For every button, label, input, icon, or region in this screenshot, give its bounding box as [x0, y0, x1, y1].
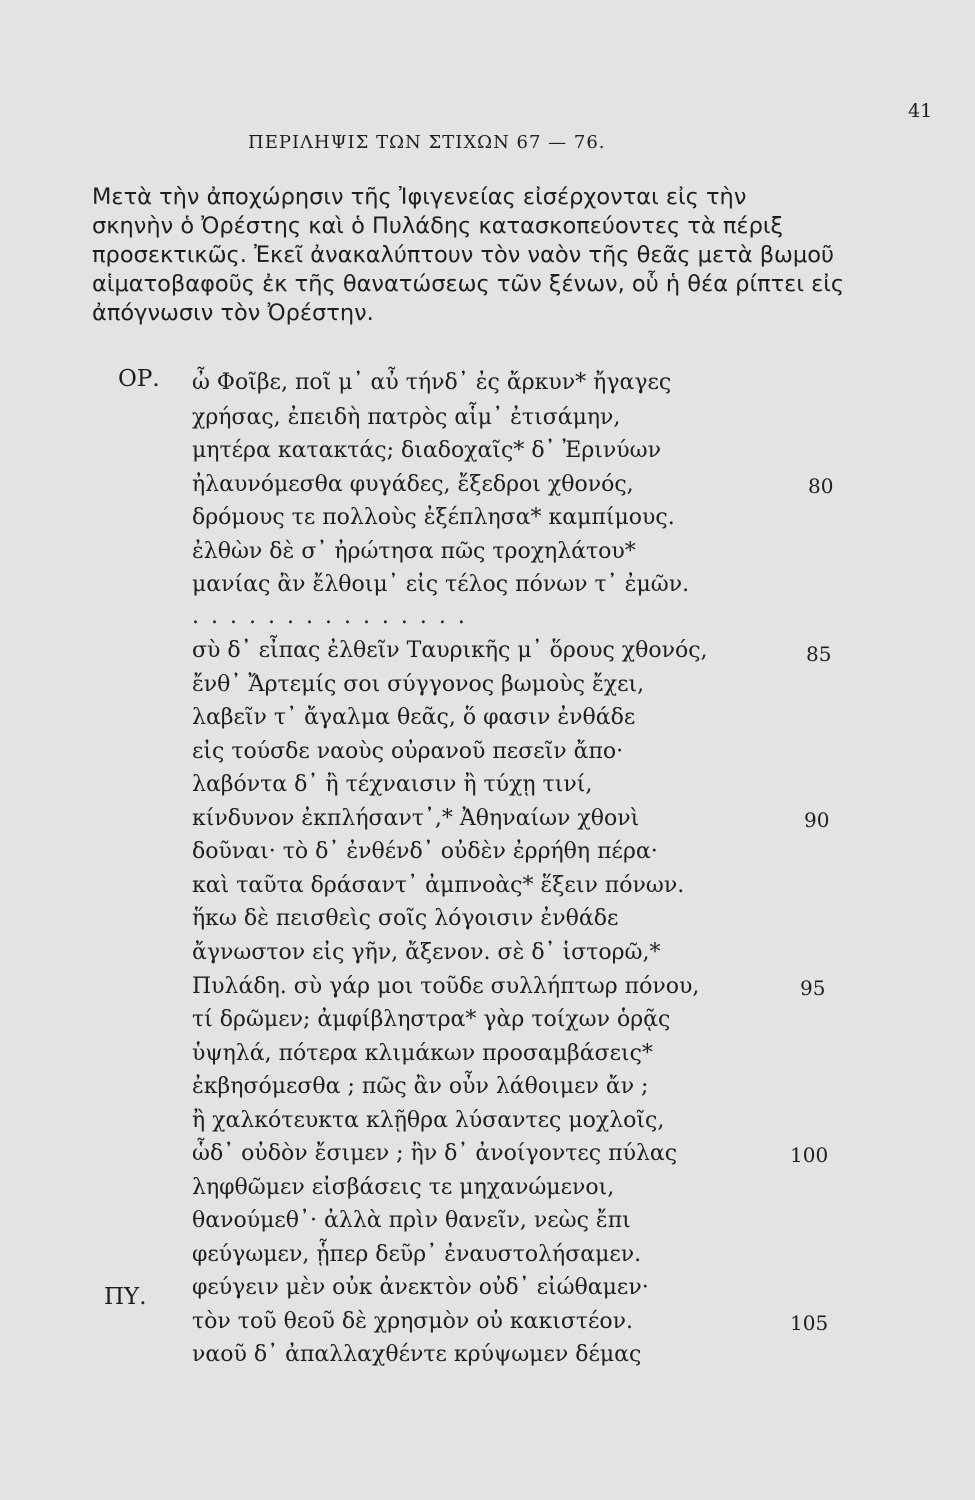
verse-line: ὑψηλά, πότερα κλιμάκων προσαμβάσεις* [192, 1041, 653, 1066]
verse-line: χρήσας, ἐπειδὴ πατρὸς αἷμ᾽ ἐτισάμην, [192, 405, 621, 430]
intro-paragraph [92, 183, 845, 328]
verse-line: δοῦναι· τὸ δ᾽ ἐνθένδ᾽ οὐδὲν ἐρρήθη πέρα· [192, 839, 658, 864]
verse-line: θανούμεθ᾽· ἀλλὰ πρὶν θανεῖν, νεὼς ἔπι [192, 1208, 631, 1233]
speaker-orestes: ΟΡ. [118, 366, 160, 392]
verse-line: τί δρῶμεν; ἀμφίβληστρα* γὰρ τοίχων ὁρᾷς [192, 1007, 671, 1032]
omission-dots: ............... [192, 604, 477, 629]
intro-line: ἀπόγνωσιν τὸν Ὀρέστην. [92, 300, 374, 326]
verse-line: μανίας ἂν ἔλθοιμ᾽ εἰς τέλος πόνων τ᾽ ἐμῶν. [192, 572, 690, 597]
verse-line: κίνδυνον ἐκπλήσαντ᾽,* Ἀθηναίων χθονὶ [192, 806, 640, 831]
verse-line: εἰς τούσδε ναοὺς οὐρανοῦ πεσεῖν ἄπο· [192, 739, 624, 764]
verse-line: ἐκβησόμεσθα ; πῶς ἂν οὖν λάθοιμεν ἄν ; [192, 1074, 649, 1099]
page-number: 41 [908, 100, 933, 122]
running-head: ΠΕΡΙΛΗΨΙΣ ΤΩΝ ΣΤΙΧΩΝ 67 — 76. [248, 132, 606, 153]
verse-line: ναοῦ δ᾽ ἀπαλλαχθέντε κρύψωμεν δέμας [192, 1342, 642, 1367]
verse-line: μητέρα κατακτάς; διαδοχαῖς* δ᾽ Ἐρινύων [192, 438, 661, 463]
intro-line: αἱματοβαφοῦς ἐκ τῆς θανατώσεως τῶν ξένων, οὗ ἡ θέα ρίπτει εἰς [92, 271, 845, 297]
verse-line: ὧδ᾽ οὐδὸν ἔσιμεν ; ἢν δ᾽ ἀνοίγοντες πύλας [192, 1141, 678, 1166]
line-number: 90 [804, 808, 830, 832]
verse-line: λαβεῖν τ᾽ ἄγαλμα θεᾶς, ὅ φασιν ἐνθάδε [192, 705, 636, 730]
verse-line: Πυλάδη. σὺ γάρ μοι τοῦδε συλλήπτωρ πόνου, [192, 974, 700, 999]
verse-line: ἢ χαλκότευκτα κλῇθρα λύσαντες μοχλοῖς, [192, 1108, 665, 1133]
verse-line: καὶ ταῦτα δράσαντ᾽ ἀμπνοὰς* ἕξειν πόνων. [192, 873, 685, 898]
verse-line: φεύγωμεν, ᾗπερ δεῦρ᾽ ἐναυστολήσαμεν. [192, 1242, 642, 1267]
verse-line: ἔνθ᾽ Ἄρτεμίς σοι σύγγονος βωμοὺς ἔχει, [192, 672, 645, 697]
speaker-pylades: ΠΥ. [104, 1284, 147, 1310]
line-number: 95 [800, 976, 826, 1000]
intro-line: Μετὰ τὴν ἀποχώρησιν τῆς Ἰφιγενείας εἰσέρχονται εἰς τὴν [92, 184, 747, 210]
verse-line: λαβόντα δ᾽ ἢ τέχναισιν ἢ τύχῃ τινί, [192, 772, 593, 797]
verse-line: φεύγειν μὲν οὐκ ἀνεκτὸν οὐδ᾽ εἰώθαμεν· [192, 1275, 649, 1300]
line-number: 105 [790, 1311, 829, 1335]
verse-line: ληφθῶμεν εἰσβάσεις τε μηχανώμενοι, [192, 1175, 615, 1200]
verse-line: ἄγνωστον εἰς γῆν, ἄξενον. σὲ δ᾽ ἱστορῶ,* [192, 940, 661, 965]
verse-line: τὸν τοῦ θεοῦ δὲ χρησμὸν οὐ κακιστέον. [192, 1309, 634, 1334]
line-number: 80 [808, 474, 834, 498]
line-number: 100 [790, 1143, 829, 1167]
line-number: 85 [806, 642, 832, 666]
verse-line: σὺ δ᾽ εἶπας ἐλθεῖν Ταυρικῆς μ᾽ ὅρους χθονός, [192, 638, 708, 663]
verse-line: δρόμους τε πολλοὺς ἐξέπλησα* καμπίμους. [192, 505, 675, 530]
verse-line: ἐλθὼν δὲ σ᾽ ἠρώτησα πῶς τροχηλάτου* [192, 539, 636, 564]
intro-line: σκηνὴν ὁ Ὀρέστης καὶ ὁ Πυλάδης κατασκοπεύοντες τὰ πέριξ [92, 213, 784, 239]
verse-line: ἠλαυνόμεσθα φυγάδες, ἔξεδροι χθονός, [192, 472, 634, 497]
verse-line: ὦ Φοῖβε, ποῖ μ᾽ αὖ τήνδ᾽ ἐς ἄρκυν* ἤγαγες [192, 370, 672, 395]
intro-line: προσεκτικῶς. Ἐκεῖ ἀνακαλύπτουν τὸν ναὸν τῆς θεᾶς μετὰ βωμοῦ [92, 242, 834, 268]
verse-line: ἥκω δὲ πεισθεὶς σοῖς λόγοισιν ἐνθάδε [192, 906, 619, 931]
